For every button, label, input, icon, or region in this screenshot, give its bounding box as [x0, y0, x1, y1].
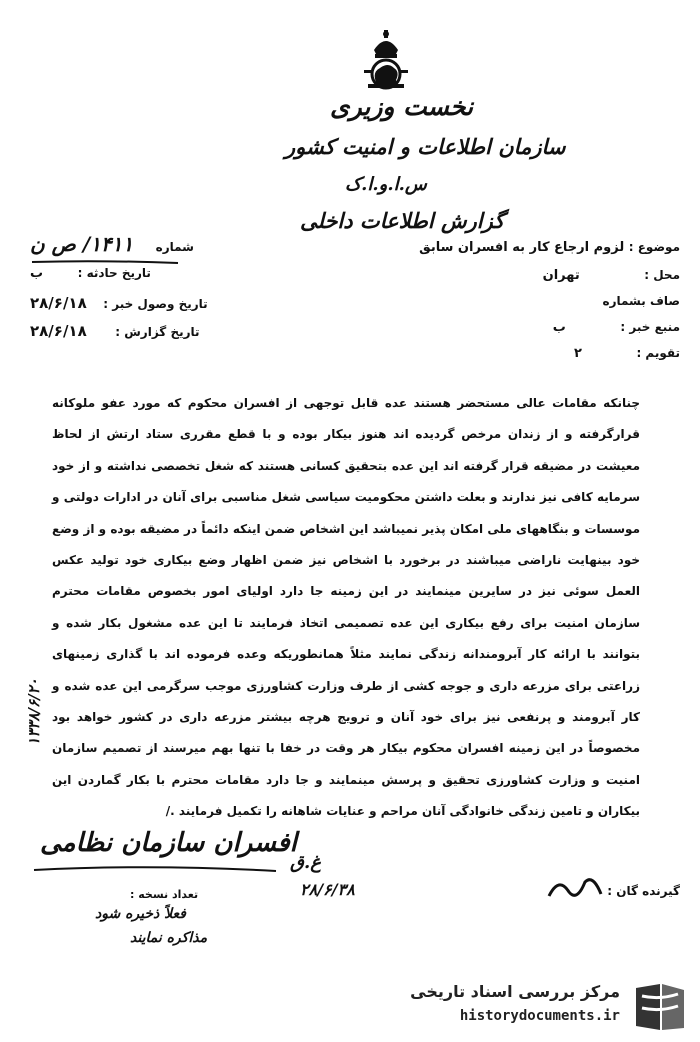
report-type-title: گزارش اطلاعات داخلی [300, 208, 505, 233]
crown-emblem-icon [358, 28, 414, 98]
handwritten-annotation: افسران سازمان نظامی [40, 828, 297, 858]
report-body-paragraph: چنانکه مقامات عالی مستحضر هستند عده قابل توجهی از افسران محکوم که مورد عفو ملوکانه قرارگرفته و از زندان مرخص گردیده اند هنوز بیکار بوده و با قطع مقرری ستاد ارتش از لحاظ معیشت در مضیقه قرار گرفته اند این عده بتحقیق کسانی هستند که شغل تخصصی نداشته و از خود سرمایه کافی نیز ندارند و بعلت داشتن محکومیت سیاسی شغل مناسبی برای آنان در ادارات دولتی و موسسات و بنگاههای ملی امکان پذیر نمیباشد این اشخاص ضمن اینکه دائماً در مضیقه بوده و از وضع خود بینهایت ناراضی میباشند در برخورد با اشخاص نیز ضمن اظهار وضع بیکاری خود تولید عکس العمل سوئی نیز در سایرین مینمایند در این زمینه جا دارد اولیای امور بخصوص مقامات محترم سازمان امنیت برای رفع بیکاری این عده تصمیمی اتخاذ فرمایند تا این عده مشغول بکار شده و بتوانند با ارائه کار آبرومندانه زندگی نمایند مثلاً همانطوریکه وعده فرموده اند با گذاری زمینهای زراعتی برای مزرعه داری و جوجه کشی از طرف وزارت کشاورزی موجب سرگرمی این عده شده و کار آبرومند و پرنفعی نیز برای خود آنان و ترویج هرچه بیشتر مزرعه داری در کشور خواهد بود مخصوصاً در این زمینه افسران محکوم بیکار هر وقت در خفا با تنها بهم میرسند از تصمیم سازمان امنیت و وزارت کشاورزی تحقیق و پرسش مینمایند و جا دارد مقامات محترم با بکار گماردن این بیکاران و تامین زندگی خانوادگی آنان مراحم و عنایات شاهانه را تکمیل فرمایند ./ [52, 396, 640, 819]
event-date-row [30, 266, 151, 281]
watermark-url: historydocuments.ir [459, 1008, 620, 1024]
report-body [52, 388, 640, 828]
watermark-title: مرکز بررسی اسناد تاریخی [410, 982, 620, 1001]
handwritten-note-line1: فعلاً ذخیره شود [95, 906, 186, 922]
evaluation-row [574, 346, 680, 361]
handwritten-date-scribble: ۲۸/۶/۳۸ [300, 880, 355, 899]
receipt-date-label: تاریخ وصول خبر : [103, 297, 208, 311]
organization-code: س.ا.و.ا.ک [345, 174, 427, 195]
evaluation-value: ۲ [573, 346, 582, 361]
handwritten-initials: غ.ق [290, 852, 321, 873]
document-archive-icon [630, 980, 688, 1034]
prime-ministry-title: نخست وزیری [330, 92, 474, 121]
source-value: ب [552, 320, 566, 335]
copies-label: تعداد نسخه : [130, 888, 199, 901]
watermark-logo [410, 978, 692, 1038]
recipients-label: گیرنده گان : [607, 884, 680, 898]
signature-mark [545, 872, 605, 908]
margin-date-note: ۱۳۳۸/۶/۲۰ [25, 678, 43, 746]
reporter-row [603, 294, 680, 309]
report-date-label: تاریخ گزارش : [115, 325, 200, 339]
receipt-date-row [30, 294, 208, 312]
event-date-value: ب [30, 266, 44, 281]
subject-value: لزوم ارجاع کار به افسران سابق [419, 240, 625, 255]
number-row [30, 232, 194, 256]
organization-title: سازمان اطلاعات و امنیت کشور [285, 134, 566, 159]
number-value: ۱۴۱۱/ ص ن [30, 232, 134, 256]
evaluation-label: تقویم : [636, 346, 680, 360]
annotation-underline [30, 862, 280, 876]
number-label: شماره [155, 240, 194, 254]
receipt-date-value: ۲۸/۶/۱۸ [30, 294, 87, 312]
subject-label: موضوع : [628, 240, 680, 254]
number-underline [30, 258, 180, 266]
subject-row [419, 240, 680, 255]
source-label: منبع خبر : [620, 320, 680, 334]
event-date-label: تاریخ حادثه : [77, 266, 151, 280]
report-date-value: ۲۸/۶/۱۸ [30, 322, 87, 340]
place-value: تهران [542, 268, 580, 283]
recipients-row [607, 884, 680, 899]
report-date-row [30, 322, 200, 340]
handwritten-note-line2: مذاکره نمایند [130, 930, 208, 946]
copies-row [130, 888, 198, 901]
place-label: محل : [644, 268, 680, 282]
reporter-label: صاف بشماره [602, 294, 680, 308]
source-row [553, 320, 680, 335]
place-row [543, 268, 680, 283]
